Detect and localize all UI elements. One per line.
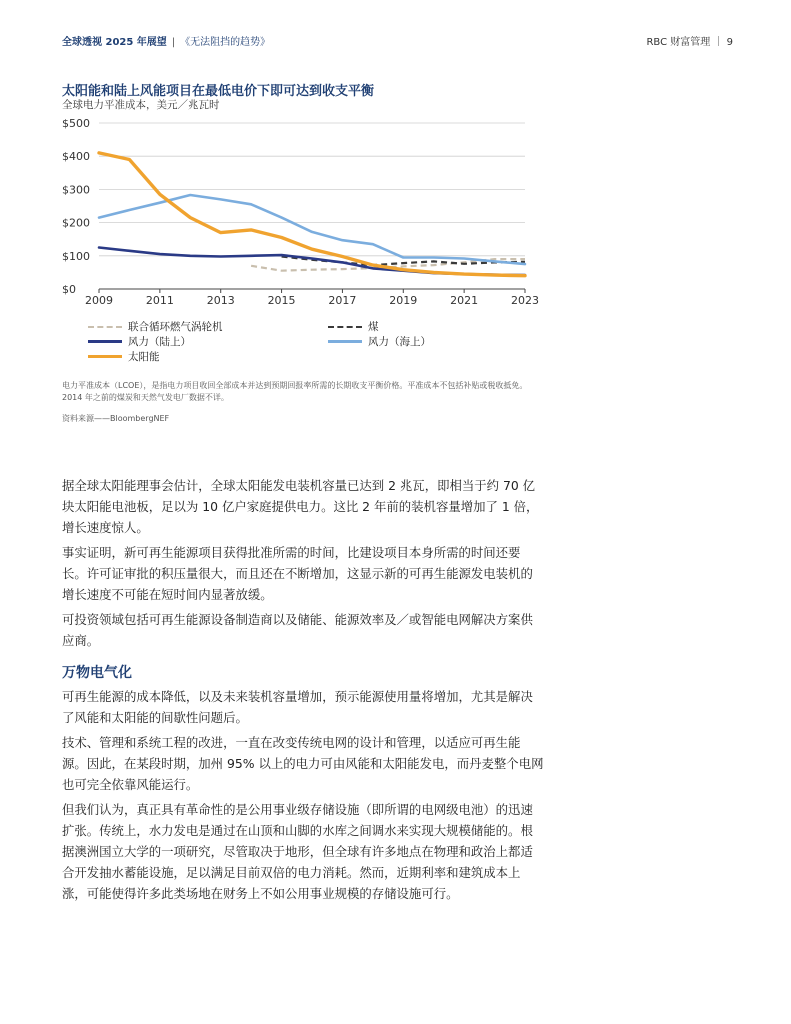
x-tick-label: 2011 — [145, 294, 174, 307]
x-tick-label: 2023 — [511, 294, 539, 307]
header-publication-title: 全球透视 2025 年展望 — [62, 37, 167, 48]
chart-note: 电力平准成本（LCOE），是指电力项目收回全部成本并达到预期回报率所需的长期收支平衡价格。平准成本不包括补贴或税收抵免。2014 年之前的煤炭和天然气发电厂数据不详。 — [62, 381, 528, 402]
paragraph-approval-backlog: 事实证明，新可再生能源项目获得批准所需的时间，比建设项目本身所需的时间还要长。许可证审批的积压量很大，而且还在不断增加，这显示新的可再生能源发电装机的增长速度不可能在短时间内显著放缓。 — [62, 545, 533, 602]
chart-legend — [88, 319, 548, 367]
paragraph-grid-storage: 但我们认为，真正具有革命性的是公用事业级存储设施（即所谓的电网级电池）的迅速扩张。传统上，水力发电是通过在山顶和山脚的水库之间调水来实现大规模储能的。根据澳洲国立大学的一项研究，尽管取决于地形，但全球有许多地点在物理和政治上都适合开发抽水蓄能设施，足以满足目前双倍的电力消耗。然而，近期利率和建筑成本上涨，可能使得许多此类场地在财务上不如公用事业规模的存储设施可行。 — [62, 802, 533, 901]
legend-swatch-combined_cycle — [88, 326, 122, 328]
header-publication-subtitle: 《无法阻挡的趋势》 — [180, 37, 271, 48]
section-heading-electrification: 万物电气化 — [62, 665, 132, 681]
chart-source: 资料来源——BloombergNEF — [62, 414, 170, 423]
x-tick-label: 2009 — [85, 294, 113, 307]
chart-axes — [62, 117, 539, 307]
y-tick-label: $500 — [62, 117, 90, 130]
y-tick-label: $400 — [62, 150, 90, 164]
paragraph-investable-areas: 可投资领域包括可再生能源设备制造商以及储能、能源效率及／或智能电网解决方案供应商。 — [62, 612, 533, 648]
y-tick-label: $0 — [62, 283, 76, 296]
legend-item-solar — [88, 349, 160, 364]
x-tick-label: 2021 — [450, 294, 479, 307]
header-separator: | — [171, 37, 176, 48]
legend-item-combined_cycle — [88, 319, 223, 334]
legend-label-solar: 太阳能 — [128, 351, 160, 363]
legend-item-wind_onshore — [88, 334, 191, 349]
paragraph-solar-capacity: 据全球太阳能理事会估计，全球太阳能发电装机容量已达到 2 兆瓦，即相当于约 70 亿块太阳能电池板，足以为 10 亿户家庭提供电力。这比 2 年前的装机容量增加了 1 倍，增长速度惊人。 — [62, 478, 539, 535]
legend-label-wind_offshore: 风力（海上） — [368, 336, 431, 348]
x-tick-label: 2015 — [267, 294, 296, 307]
y-tick-label: $200 — [62, 216, 90, 230]
y-tick-label: $300 — [62, 183, 90, 197]
legend-label-coal: 煤 — [368, 321, 379, 333]
paragraph-grid-improvements: 技术、管理和系统工程的改进，一直在改变传统电网的设计和管理，以适应可再生能源。因此，在某段时期，加州 95% 以上的电力可由风能和太阳能发电，而丹麦整个电网也可完全依靠风能运行。 — [62, 735, 544, 792]
legend-swatch-wind_onshore — [88, 340, 122, 343]
legend-item-wind_offshore — [328, 334, 431, 349]
legend-swatch-coal — [328, 326, 362, 328]
x-tick-label: 2019 — [389, 294, 418, 307]
header-page-number: RBC 财富管理 ｜ 9 — [646, 37, 733, 48]
y-tick-label: $100 — [62, 249, 90, 263]
chart-series — [99, 153, 525, 276]
x-tick-label: 2017 — [328, 294, 357, 307]
paragraph-renewable-cost: 可再生能源的成本降低，以及未来装机容量增加，预示能源使用量将增加，尤其是解决了风能和太阳能的间歇性问题后。 — [62, 689, 533, 725]
x-tick-label: 2013 — [206, 294, 235, 307]
chart-title: 太阳能和陆上风能项目在最低电价下即可达到收支平衡 — [62, 84, 375, 99]
legend-label-combined_cycle: 联合循环燃气涡轮机 — [128, 321, 223, 333]
legend-swatch-solar — [88, 355, 122, 358]
legend-swatch-wind_offshore — [328, 340, 362, 343]
legend-item-coal — [328, 319, 379, 334]
legend-label-wind_onshore: 风力（陆上） — [128, 336, 191, 348]
chart-subtitle: 全球电力平准成本，美元／兆瓦时 — [62, 99, 220, 111]
series-line-wind_onshore — [99, 248, 525, 276]
lcoe-line-chart — [0, 0, 791, 320]
